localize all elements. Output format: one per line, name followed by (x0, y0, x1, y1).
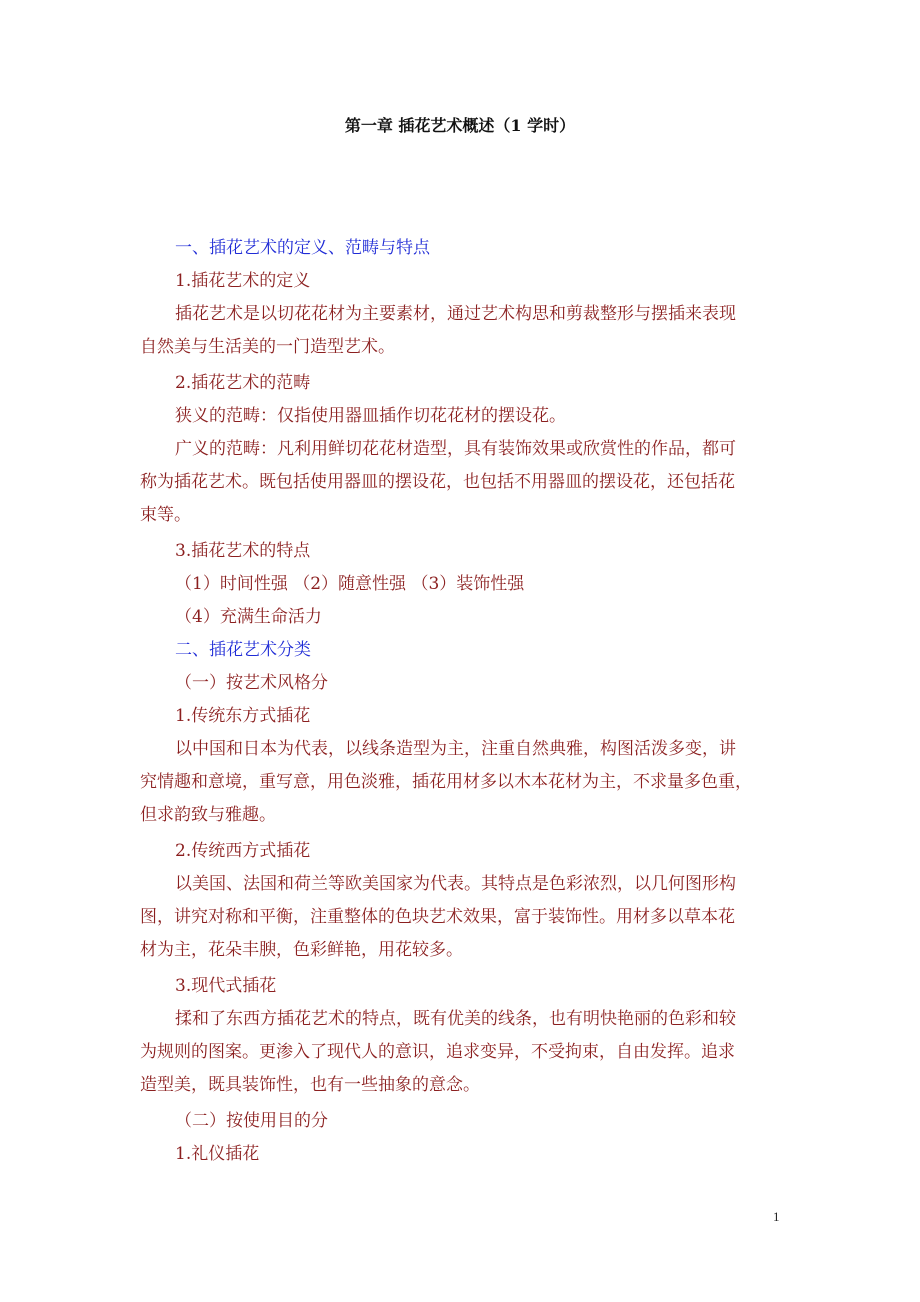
chapter-title: 第一章 插花艺术概述（1 学时） (344, 116, 576, 135)
page-number: 1 (773, 1209, 780, 1224)
text-line: 3.现代式插花 (175, 976, 277, 996)
text-line: 2.传统西方式插花 (175, 841, 311, 861)
text-line: 材为主，花朵丰腴，色彩鲜艳，用花较多。 (140, 940, 463, 960)
text-line: 图，讲究对称和平衡，注重整体的色块艺术效果，富于装饰性。用材多以草本花 (140, 907, 735, 927)
text-line: 狭义的范畴：仅指使用器皿插作切花花材的摆设花。 (175, 406, 566, 426)
text-line: 自然美与生活美的一门造型艺术。 (140, 337, 395, 357)
section-heading: 二、插花艺术分类 (175, 640, 311, 660)
text-line: 1.插花艺术的定义 (175, 271, 311, 291)
text-line: （一）按艺术风格分 (175, 673, 328, 693)
text-line: （4）充满生命活力 (175, 607, 322, 627)
text-line: 广义的范畴：凡利用鲜切花花材造型，具有装饰效果或欣赏性的作品，都可 (175, 439, 736, 459)
text-line: 以美国、法国和荷兰等欧美国家为代表。其特点是色彩浓烈，以几何图形构 (175, 874, 736, 894)
text-line: 为规则的图案。更渗入了现代人的意识，追求变异，不受拘束，自由发挥。追求 (140, 1042, 735, 1062)
text-line: 但求韵致与雅趣。 (140, 805, 276, 825)
text-line: （二）按使用目的分 (175, 1111, 328, 1131)
text-line: 插花艺术是以切花花材为主要素材，通过艺术构思和剪裁整形与摆插来表现 (175, 304, 736, 324)
section-heading: 一、插花艺术的定义、范畴与特点 (175, 238, 430, 258)
text-line: 称为插花艺术。既包括使用器皿的摆设花，也包括不用器皿的摆设花，还包括花 (140, 472, 735, 492)
text-line: 造型美，既具装饰性，也有一些抽象的意念。 (140, 1075, 480, 1095)
text-line: 束等。 (140, 505, 191, 525)
text-line: 3.插花艺术的特点 (175, 541, 311, 561)
text-line: 1.礼仪插花 (175, 1144, 260, 1164)
text-line: （1）时间性强 （2）随意性强 （3）装饰性强 (175, 574, 525, 594)
text-line: 2.插花艺术的范畴 (175, 373, 311, 393)
text-line: 究情趣和意境，重写意，用色淡雅，插花用材多以木本花材为主，不求量多色重， (140, 772, 752, 792)
text-line: 揉和了东西方插花艺术的特点，既有优美的线条，也有明快艳丽的色彩和较 (175, 1009, 736, 1029)
text-line: 以中国和日本为代表，以线条造型为主，注重自然典雅，构图活泼多变，讲 (175, 739, 736, 759)
text-line: 1.传统东方式插花 (175, 706, 311, 726)
